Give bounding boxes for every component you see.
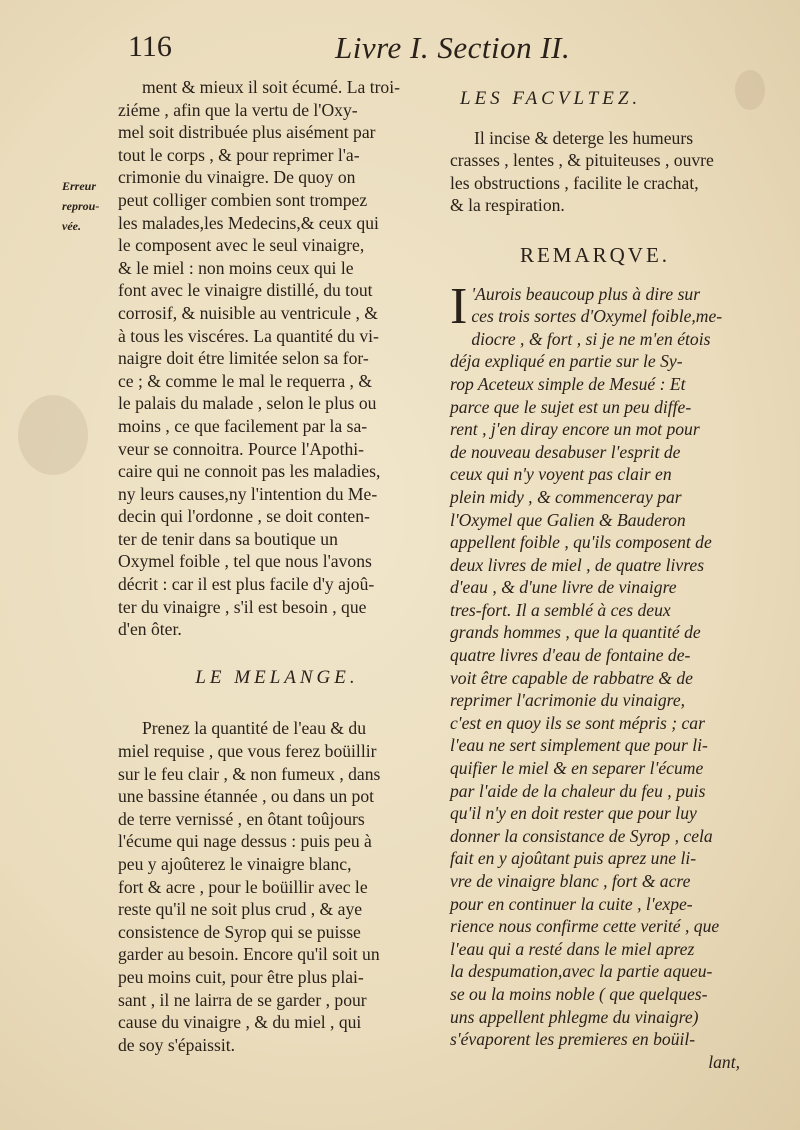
margin-note-line: Erreur	[62, 179, 97, 193]
text-line: par l'aide de la chaleur du feu , puis	[450, 780, 706, 801]
text-line: ziéme , afin que la vertu de l'Oxy-	[118, 99, 358, 120]
text-line: ny leurs causes,ny l'intention du Me-	[118, 483, 378, 504]
text-line: crimonie du vinaigre. De quoy on	[118, 167, 356, 188]
text-line: pour en continuer la cuite , l'expe-	[450, 893, 693, 914]
text-line: cause du vinaigre , & du miel , qui	[118, 1012, 362, 1033]
margin-note-line: reprou-	[62, 199, 100, 213]
paragraph-facultez	[450, 127, 740, 217]
text-line: vre de vinaigre blanc , fort & acre	[450, 871, 691, 891]
text-line: naigre doit étre limitée selon sa for-	[118, 348, 369, 369]
text-line: décrit : car il est plus facile d'y ajoû-	[118, 574, 375, 595]
text-line: l'écume qui nage dessus : puis peu à	[118, 831, 372, 852]
text-line: de soy s'épaissit.	[118, 1034, 236, 1055]
text-line: crasses , lentes , & pituiteuses , ouvre	[450, 150, 714, 171]
text-line: uns appellent phlegme du vinaigre)	[450, 1006, 699, 1027]
left-column	[118, 76, 436, 1056]
text-line: peut colliger combien sont trompez	[118, 189, 368, 210]
text-line: sur le feu clair , & non fumeux , dans	[118, 763, 381, 784]
heading-remarque: REMARQVE.	[519, 242, 671, 267]
text-line: reste qu'il ne soit plus crud , & aye	[118, 899, 363, 920]
text-line: & la respiration.	[450, 195, 565, 216]
text-line: plein midy , & commenceray par	[450, 486, 682, 507]
text-line: ter du vinaigre , s'il est besoin , que	[118, 596, 367, 617]
text-line: la despumation,avec la partie aqueu-	[450, 961, 713, 982]
heading-facultez: LES FACVLTEZ.	[460, 88, 642, 109]
text-line: ce ; & comme le mal le requerra , &	[118, 370, 373, 391]
text-line: fort & acre , pour le boüillir avec le	[118, 876, 368, 897]
text-line: les malades,les Medecins,& ceux qui	[118, 212, 379, 233]
text-line: c'est en quoy ils se sont mépris ; car	[450, 712, 705, 733]
text-line: d'en ôter.	[118, 619, 182, 640]
margin-note	[62, 176, 122, 236]
text-line: miel requise , que vous ferez boüillir	[118, 741, 377, 762]
text-line: garder au besoin. Encore qu'il soit un	[118, 944, 380, 965]
text-line: ter de tenir dans sa boutique un	[118, 528, 338, 549]
page-number: 116	[128, 30, 172, 63]
paper-stain	[18, 395, 88, 475]
text-line: le composent avec le seul vinaigre,	[118, 235, 365, 256]
text-line: rop Aceteux simple de Mesué : Et	[450, 373, 686, 394]
text-line: diocre , & fort , si je ne m'en étois	[471, 328, 711, 349]
text-line: de nouveau desabuser l'esprit de	[450, 441, 681, 462]
running-title: Livre I. Section II.	[335, 30, 571, 65]
text-line: peu moins cuit, pour être plus plai-	[118, 966, 364, 987]
text-line: rent , j'en diray encore un mot pour	[450, 419, 700, 440]
text-line: l'eau qui a resté dans le miel aprez	[450, 938, 695, 959]
paragraph-continuation	[118, 76, 436, 641]
text-line: une bassine étannée , ou dans un pot	[118, 786, 375, 807]
text-line: ces trois sortes d'Oxymel foible,me-	[471, 306, 723, 327]
text-line: s'évaporent les premieres en boüil-	[450, 1029, 696, 1050]
text-line: quifier le miel & en separer l'écume	[450, 758, 704, 779]
text-line: tout le corps , & pour reprimer l'a-	[118, 144, 360, 165]
drop-cap: I	[450, 277, 468, 335]
text-line: moins , ce que facilement par la sa-	[118, 415, 368, 436]
text-line: font avec le vinaigre distillé, du tout	[118, 280, 373, 301]
text-line: appellent foible , qu'ils composent de	[450, 532, 712, 553]
text-line: l'Oxymel que Galien & Bauderon	[450, 509, 686, 530]
text-line: les obstructions , facilite le crachat,	[450, 172, 699, 193]
text-line: fait en y ajoûtant puis aprez une li-	[450, 848, 697, 869]
text-line: consistence de Syrop qui se puisse	[118, 921, 361, 942]
margin-note-line: vée.	[62, 219, 81, 233]
text-line: ment & mieux il soit écumé. La troi-	[142, 77, 400, 97]
text-line: reprimer l'acrimonie du vinaigre,	[450, 690, 686, 711]
right-column	[450, 88, 740, 1073]
text-line: Il incise & deterge les humeurs	[474, 127, 694, 148]
text-line: Prenez la quantité de l'eau & du	[142, 718, 366, 739]
text-line: corrosif, & nuisible au ventricule , &	[118, 302, 378, 323]
text-line: se ou la moins noble ( que quelques-	[450, 983, 708, 1004]
text-line: deux livres de miel , de quatre livres	[450, 554, 705, 575]
text-line: peu y ajoûterez le vinaigre blanc,	[118, 854, 352, 874]
heading-melange: LE MELANGE.	[195, 666, 359, 688]
paragraph-remarque	[450, 277, 740, 1051]
text-line: quatre livres d'eau de fontaine de-	[450, 645, 691, 666]
text-line: sant , il ne lairra de se garder , pour	[118, 989, 367, 1010]
text-line: l'eau ne sert simplement que pour li-	[450, 735, 708, 756]
text-line: à tous les viscéres. La quantité du vi-	[118, 325, 379, 346]
text-line: déja expliqué en partie sur le Sy-	[450, 351, 683, 372]
page-header	[0, 30, 800, 70]
text-line: voit être capable de rabbatre & de	[450, 667, 693, 688]
text-line: caire qui ne connoit pas les maladies,	[118, 461, 381, 482]
text-line: ceux qui n'y voyent pas clair en	[450, 464, 672, 485]
paragraph-melange	[118, 717, 436, 1056]
text-line: veur se connoitra. Pource l'Apothi-	[118, 438, 364, 459]
text-line: tres-fort. Il a semblé à ces deux	[450, 599, 671, 620]
catchword: lant,	[708, 1051, 740, 1072]
text-line: qu'il n'y en doit rester que pour luy	[450, 803, 697, 824]
text-line: 'Aurois beaucoup plus à dire sur	[471, 283, 701, 304]
text-line: & le miel : non moins ceux qui le	[118, 257, 354, 278]
text-line: parce que le sujet est un peu diffe-	[450, 396, 692, 417]
text-line: decin qui l'ordonne , se doit conten-	[118, 506, 370, 527]
text-line: rience nous confirme cette verité , que	[450, 916, 720, 937]
text-line: grands hommes , que la quantité de	[450, 622, 701, 643]
text-line: Oxymel foible , tel que nous l'avons	[118, 551, 372, 572]
text-line: de terre vernissé , en ôtant toûjours	[118, 808, 365, 829]
text-line: mel soit distribuée plus aisément par	[118, 122, 376, 143]
text-line: d'eau , & d'une livre de vinaigre	[450, 577, 677, 598]
text-line: le palais du malade , selon le plus ou	[118, 393, 377, 414]
text-line: donner la consistance de Syrop , cela	[450, 825, 713, 846]
